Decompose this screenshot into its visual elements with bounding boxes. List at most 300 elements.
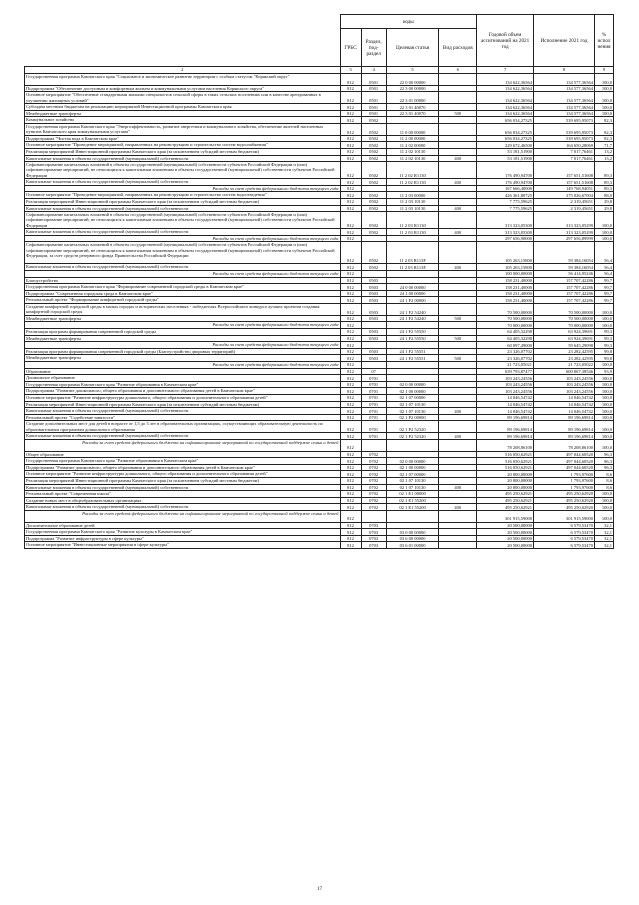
row-name-cell: Межбюджетные трансферты: [25, 315, 341, 322]
row-exp-type-cell: [439, 542, 477, 549]
row-percent-cell: 99,3: [595, 329, 614, 336]
row-annual-cell: 20 800,00000: [477, 484, 534, 491]
row-grbs-cell: 812: [340, 198, 361, 205]
row-target-cell: 24 1 F2 55550: [386, 329, 439, 336]
header-target-col: Целевая статья: [386, 29, 439, 67]
row-exp-type-cell: [439, 381, 477, 388]
table-row: [25, 335, 614, 342]
row-name-cell: Капитальные вложения в объекты государственной (муниципальной) собственности: [25, 484, 341, 491]
row-executed-cell: 134 577,36564: [534, 85, 595, 92]
row-executed-cell: 297 656,89999: [534, 235, 595, 242]
row-annual-cell: 60 097,49000: [477, 342, 534, 349]
row-target-cell: 11 2 03 00000: [386, 192, 439, 199]
row-executed-cell: 6 579,53470: [534, 529, 595, 536]
row-executed-cell: 134 577,36564: [534, 92, 595, 104]
row-executed-cell: 1 793,97600: [534, 471, 595, 478]
row-annual-cell: 134 622,36564: [477, 92, 534, 104]
row-name-cell: Основное мероприятие "Обеспечение стандартными жилыми специалистов сельской сферы в таких сельских поселениях или в качестве арендованных в улучшении жилищных условий": [25, 92, 341, 104]
row-grbs-cell: 812: [340, 135, 361, 142]
row-executed-cell: 497 044,60520: [534, 458, 595, 465]
row-percent-cell: 96,3: [595, 458, 614, 465]
row-grbs-cell: 812: [340, 315, 361, 322]
row-section-cell: [361, 235, 386, 242]
row-target-cell: 02 1 P2 52320: [386, 421, 439, 433]
row-percent-cell: 13,2: [595, 148, 614, 155]
row-annual-cell: 103 243,24556: [477, 375, 534, 382]
row-target-cell: 11 2 02 10130: [386, 155, 439, 162]
row-target-cell: 24 1 00 00000: [386, 290, 439, 297]
row-annual-cell: 23 326,07702: [477, 355, 534, 362]
row-percent-cell: 32,1: [595, 522, 614, 529]
row-name-cell: Расходы за счет средств федерального бюджета текущего года: [25, 185, 341, 192]
column-number: 9: [595, 67, 614, 74]
row-name-cell: Создание комфортной городской среды в малых городах и исторических поселениях - победителях Всероссийского конкурса лучших проектов создания комфортной городской среды: [25, 304, 341, 316]
row-name-cell: Капитальные вложения в объекты государственной (муниципальной) собственности: [25, 433, 341, 440]
row-percent-cell: 32,1: [595, 529, 614, 536]
row-target-cell: 02 0 00 00000: [386, 458, 439, 465]
row-executed-cell: 63 924,39691: [534, 329, 595, 336]
table-row: [25, 148, 614, 155]
row-grbs-cell: 812: [340, 304, 361, 316]
row-target-cell: 02 1 07 00000: [386, 394, 439, 401]
row-section-cell: 0503: [361, 335, 386, 342]
row-name-cell: Расходы за счет средств федерального бюджета текущего года: [25, 322, 341, 329]
row-executed-cell: 6 579,53470: [534, 535, 595, 542]
row-target-cell: 11 2 02 R1130: [386, 162, 439, 179]
row-name-cell: Коммунальное хозяйство: [25, 117, 341, 124]
row-percent-cell: 99,7: [595, 290, 614, 297]
row-grbs-cell: 812: [340, 322, 361, 329]
row-grbs-cell: 812: [340, 362, 361, 369]
row-grbs-cell: 812: [340, 433, 361, 440]
table-row: [25, 179, 614, 186]
row-name-cell: Субсидии местным бюджетам на реализацию мероприятий Инвестиционной программы Камчатского края: [25, 104, 341, 111]
row-exp-type-cell: [439, 439, 477, 451]
table-row: [25, 355, 614, 362]
row-name-cell: Межбюджетные трансферты: [25, 335, 341, 342]
row-name-cell: Региональный проект "Содействие занятости": [25, 414, 341, 421]
table-row: [25, 464, 614, 471]
row-target-cell: 02 1 E1 55200: [386, 504, 439, 511]
row-section-cell: 0701: [361, 433, 386, 440]
row-grbs-cell: 812: [340, 510, 361, 522]
row-target-cell: [386, 117, 439, 124]
row-annual-cell: 134 622,36564: [477, 110, 534, 117]
row-name-cell: Софинансирование капитальных вложений в объекты государственной (муниципальной) собственности субъектов Российской Федерации и (или) софинансирование мероприятий, не относящихся к капитальным вложениям в объекты государственной (муниципальной) собственности субъектов Российской Федерации: [25, 212, 341, 229]
table-row: [25, 535, 614, 542]
row-section-cell: 0503: [361, 329, 386, 336]
row-grbs-cell: 812: [340, 348, 361, 355]
row-name-cell: Капитальные вложения в объекты государственной (муниципальной) собственности: [25, 408, 341, 415]
row-executed-cell: 63 924,39691: [534, 335, 595, 342]
row-exp-type-cell: [439, 92, 477, 104]
row-exp-type-cell: 400: [439, 433, 477, 440]
table-row: [25, 142, 614, 149]
row-exp-type-cell: [439, 304, 477, 316]
row-target-cell: 11 2 03 10130: [386, 205, 439, 212]
row-exp-type-cell: [439, 271, 477, 278]
row-executed-cell: 539 695,95073: [534, 117, 595, 124]
row-percent-cell: 96,3: [595, 451, 614, 458]
row-executed-cell: 1 793,97600: [534, 484, 595, 491]
row-executed-cell: 149 768,94051: [534, 185, 595, 192]
row-exp-type-cell: 500: [439, 110, 477, 117]
row-executed-cell: 2 319,45651: [534, 198, 595, 205]
row-annual-cell: 20 500,00000: [477, 522, 534, 529]
row-target-cell: 11 2 00 00000: [386, 135, 439, 142]
row-annual-cell: 20 500,00000: [477, 542, 534, 549]
row-annual-cell: 229 672,46500: [477, 142, 534, 149]
row-annual-cell: 20 500,00000: [477, 529, 534, 536]
row-percent-cell: 89,3: [595, 162, 614, 179]
table-row: [25, 297, 614, 304]
row-name-cell: Капитальные вложения в объекты государственной (муниципальной) собственности: [25, 155, 341, 162]
row-percent-cell: 89,3: [595, 179, 614, 186]
page-number: 17: [317, 887, 322, 892]
table-row-note: [25, 439, 614, 451]
row-target-cell: 22 3 00 00000: [386, 85, 439, 92]
row-target-cell: 22 3 01 40070: [386, 110, 439, 117]
table-row: [25, 117, 614, 124]
row-exp-type-cell: [439, 74, 477, 86]
table-row: [25, 542, 614, 549]
row-percent-cell: 100,0: [595, 433, 614, 440]
row-name-cell: Расходы за счет средств федерального бюджета на софинансирование мероприятий по государственной поддержке семьи и детей: [25, 510, 341, 522]
row-executed-cell: 134 577,36564: [534, 74, 595, 86]
row-grbs-cell: 812: [340, 162, 361, 179]
row-annual-cell: 23 326,07702: [477, 348, 534, 355]
row-annual-cell: 105 263,15800: [477, 242, 534, 264]
row-exp-type-cell: [439, 142, 477, 149]
row-target-cell: 02 1 07 10130: [386, 477, 439, 484]
row-name-cell: Основное мероприятие "Инвестиционные мероприятия в сфере культуры": [25, 542, 341, 549]
row-exp-type-cell: [439, 284, 477, 291]
row-percent-cell: 32,1: [595, 542, 614, 549]
row-executed-cell: 103 243,24556: [534, 381, 595, 388]
row-target-cell: 24 1 F2 00000: [386, 297, 439, 304]
row-percent-cell: 100,0: [595, 497, 614, 504]
row-name-cell: Расходы за счет средств федерального бюджета текущего года: [25, 271, 341, 278]
row-name-cell: Основное мероприятие "Развитие инфраструктуры дошкольного, общего образования и дополнительного образования детей": [25, 471, 341, 478]
row-annual-cell: 134 622,36564: [477, 74, 534, 86]
row-target-cell: [386, 342, 439, 349]
row-executed-cell: 1 793,97600: [534, 477, 595, 484]
table-row-note: [25, 362, 614, 369]
table-row: [25, 304, 614, 316]
row-percent-cell: 82,3: [595, 123, 614, 135]
table-row: [25, 74, 614, 86]
row-exp-type-cell: 400: [439, 484, 477, 491]
row-grbs-cell: 812: [340, 212, 361, 229]
row-annual-cell: 426 361,80725: [477, 192, 534, 199]
row-executed-cell: 157 707,42286: [534, 290, 595, 297]
row-grbs-cell: 812: [340, 229, 361, 236]
row-annual-cell: 70 500,00000: [477, 315, 534, 322]
row-name-cell: Капитальные вложения в объекты государственной (муниципальной) собственности: [25, 179, 341, 186]
row-executed-cell: 539 695,95073: [534, 135, 595, 142]
row-executed-cell: 70 500,00000: [534, 304, 595, 316]
row-percent-cell: 99,3: [595, 342, 614, 349]
row-exp-type-cell: [439, 529, 477, 536]
row-name-cell: Дошкольное образование: [25, 375, 341, 382]
row-section-cell: 0503: [361, 304, 386, 316]
row-exp-type-cell: [439, 491, 477, 498]
row-annual-cell: 14 046,54742: [477, 394, 534, 401]
column-number: 2: [25, 67, 341, 74]
row-target-cell: 11 2 02 00000: [386, 142, 439, 149]
row-exp-type-cell: [439, 375, 477, 382]
row-exp-type-cell: 500: [439, 355, 477, 362]
row-grbs-cell: 812: [340, 92, 361, 104]
column-number: 3: [340, 67, 361, 74]
row-name-cell: Софинансирование капитальных вложений в объекты государственной (муниципальной) собственности субъектов Российской Федерации и (или) софинансирование мероприятий, не относящихся к капитальным вложениям в объекты государственной (муниципальной) собственности субъектов Российской Федерации: [25, 162, 341, 179]
row-grbs-cell: 812: [340, 284, 361, 291]
row-grbs-cell: 812: [340, 491, 361, 498]
row-grbs-cell: 812: [340, 85, 361, 92]
row-grbs-cell: 812: [340, 504, 361, 511]
row-section-cell: 0503: [361, 290, 386, 297]
row-exp-type-cell: [439, 117, 477, 124]
row-executed-cell: 89 196,69814: [534, 433, 595, 440]
row-percent-cell: 13,2: [595, 155, 614, 162]
row-section-cell: 0503: [361, 277, 386, 284]
row-executed-cell: 7 017,76461: [534, 148, 595, 155]
row-target-cell: 22 0 00 00000: [386, 74, 439, 86]
row-executed-cell: 164 650,28069: [534, 142, 595, 149]
row-exp-type-cell: [439, 471, 477, 478]
row-annual-cell: 103 243,24556: [477, 381, 534, 388]
row-target-cell: 02 1 07 10130: [386, 408, 439, 415]
row-executed-cell: 157 651,51608: [534, 162, 595, 179]
row-percent-cell: 99,7: [595, 297, 614, 304]
row-exp-type-cell: 400: [439, 504, 477, 511]
row-percent-cell: 99,8: [595, 355, 614, 362]
row-percent-cell: 100,0: [595, 388, 614, 395]
row-section-cell: [361, 439, 386, 451]
column-number: 5: [386, 67, 439, 74]
row-executed-cell: 103 243,24556: [534, 388, 595, 395]
row-name-cell: Основное мероприятие "Развитие инфраструктуры дошкольного, общего образования и дополнительного образования детей": [25, 394, 341, 401]
row-percent-cell: 100,0: [595, 110, 614, 117]
row-executed-cell: 2 319,45651: [534, 205, 595, 212]
row-executed-cell: 56 414,95246: [534, 271, 595, 278]
row-exp-type-cell: 400: [439, 229, 477, 236]
row-exp-type-cell: 500: [439, 315, 477, 322]
row-target-cell: 24 0 00 00000: [386, 284, 439, 291]
table-header: [24, 14, 614, 74]
table-row: [25, 477, 614, 484]
table-row: [25, 368, 614, 375]
table-row: [25, 192, 614, 199]
row-executed-cell: 70 500,00000: [534, 315, 595, 322]
row-grbs-cell: 812: [340, 297, 361, 304]
row-annual-cell: 495 250,62921: [477, 491, 534, 498]
row-percent-cell: 100,0: [595, 92, 614, 104]
row-annual-cell: 21 723,05021: [477, 362, 534, 369]
table-row: [25, 388, 614, 395]
row-name-cell: Расходы за счет средств федерального бюджета текущего года: [25, 235, 341, 242]
row-exp-type-cell: [439, 212, 477, 229]
row-name-cell: Реализация мероприятий Инвестиционной программы Камчатского края (за исключением субсидий местным бюджетам): [25, 148, 341, 155]
row-exp-type-cell: [439, 348, 477, 355]
row-section-cell: 0502: [361, 155, 386, 162]
table-row-note: [25, 342, 614, 349]
row-section-cell: 0702: [361, 484, 386, 491]
row-exp-type-cell: [439, 394, 477, 401]
table-row: [25, 348, 614, 355]
row-exp-type-cell: [439, 388, 477, 395]
row-name-cell: Государственная программа Камчатского края "Формирование современной городской среды в Камчатском крае": [25, 284, 341, 291]
row-annual-cell: 639 793,87477: [477, 368, 534, 375]
row-executed-cell: 14 046,54742: [534, 394, 595, 401]
row-percent-cell: 100,0: [595, 414, 614, 421]
row-executed-cell: 157 707,42286: [534, 297, 595, 304]
row-grbs-cell: 812: [340, 522, 361, 529]
row-name-cell: Подпрограмма "Развитие инфраструктуры в сфере культуры": [25, 535, 341, 542]
row-section-cell: 0702: [361, 491, 386, 498]
row-executed-cell: 134 577,36564: [534, 104, 595, 111]
header-codes-group: коды: [340, 15, 477, 29]
table-row-note: [25, 185, 614, 192]
table-row: [25, 104, 614, 111]
row-percent-cell: 29,8: [595, 205, 614, 212]
row-section-cell: 0502: [361, 135, 386, 142]
row-executed-cell: 14 046,54742: [534, 408, 595, 415]
row-annual-cell: 158 231,40000: [477, 297, 534, 304]
table-row: [25, 92, 614, 104]
row-section-cell: 0503: [361, 315, 386, 322]
row-section-cell: 0502: [361, 198, 386, 205]
row-executed-cell: 495 250,62920: [534, 491, 595, 498]
row-section-cell: 0503: [361, 348, 386, 355]
row-section-cell: 0702: [361, 504, 386, 511]
row-grbs-cell: 812: [340, 155, 361, 162]
row-annual-cell: 14 046,54742: [477, 408, 534, 415]
row-annual-cell: 656 034,27325: [477, 117, 534, 124]
row-percent-cell: 82,3: [595, 135, 614, 142]
row-percent-cell: 29,8: [595, 198, 614, 205]
row-percent-cell: 56,4: [595, 271, 614, 278]
row-target-cell: [386, 322, 439, 329]
row-name-cell: Основное мероприятие "Проведение мероприятий, направленных на реконструкцию и строительство систем водоотведения": [25, 192, 341, 199]
row-section-cell: 0702: [361, 471, 386, 478]
table-row: [25, 471, 614, 478]
row-grbs-cell: 812: [340, 277, 361, 284]
row-grbs-cell: 812: [340, 110, 361, 117]
row-section-cell: 0701: [361, 375, 386, 382]
row-percent-cell: 100,0: [595, 315, 614, 322]
row-grbs-cell: 812: [340, 477, 361, 484]
row-target-cell: [386, 375, 439, 382]
row-exp-type-cell: [439, 297, 477, 304]
row-target-cell: [386, 451, 439, 458]
row-name-cell: Капитальные вложения в объекты государственной (муниципальной) собственности: [25, 264, 341, 271]
row-target-cell: [386, 522, 439, 529]
row-executed-cell: 600 867,38546: [534, 368, 595, 375]
row-target-cell: 11 2 03 R113F: [386, 242, 439, 264]
row-name-cell: Подпрограмма "Чистая вода в Камчатском крае": [25, 135, 341, 142]
row-percent-cell: 100,0: [595, 401, 614, 408]
table-row: [25, 504, 614, 511]
row-section-cell: 0501: [361, 74, 386, 86]
row-target-cell: 02 0 00 00000: [386, 381, 439, 388]
row-name-cell: Софинансирование капитальных вложений в объекты государственной (муниципальной) собственности субъектов Российской Федерации и (или) софинансирование мероприятий, не относящихся к капитальным вложениям в объекты государственной (муниципальной) собственности субъектов Российской Федерации, за счет средств резервного фонда Правительства Российской Федерации: [25, 242, 341, 264]
row-name-cell: Региональный проект "Современная школа": [25, 491, 341, 498]
row-exp-type-cell: 400: [439, 179, 477, 186]
row-annual-cell: 158 231,40000: [477, 277, 534, 284]
column-number: 4: [361, 67, 386, 74]
row-section-cell: [361, 362, 386, 369]
row-section-cell: 0701: [361, 381, 386, 388]
row-grbs-cell: 812: [340, 74, 361, 86]
row-annual-cell: 103 243,24556: [477, 388, 534, 395]
row-exp-type-cell: [439, 368, 477, 375]
row-section-cell: 0502: [361, 162, 386, 179]
row-executed-cell: 157 707,42286: [534, 284, 595, 291]
row-percent-cell: 100,0: [595, 381, 614, 388]
row-target-cell: [386, 277, 439, 284]
row-executed-cell: 59 384,16054: [534, 264, 595, 271]
row-section-cell: [361, 510, 386, 522]
row-section-cell: 0502: [361, 229, 386, 236]
row-target-cell: 11 2 02 R1130: [386, 179, 439, 186]
table-row: [25, 315, 614, 322]
row-name-cell: Подпрограмма "Развитие дошкольного, общего образования и дополнительного образования детей в Камчатском крае": [25, 388, 341, 395]
row-section-cell: [361, 342, 386, 349]
header-exp-type-col: Вид расходов: [439, 29, 477, 67]
row-name-cell: Основное мероприятие "Проведение мероприятий, направленных на реконструкцию и строительство систем водоснабжения": [25, 142, 341, 149]
row-exp-type-cell: [439, 535, 477, 542]
row-section-cell: 0502: [361, 192, 386, 199]
row-exp-type-cell: [439, 290, 477, 297]
row-percent-cell: 100,0: [595, 104, 614, 111]
row-executed-cell: 14 046,54742: [534, 401, 595, 408]
row-grbs-cell: 812: [340, 439, 361, 451]
row-grbs-cell: 812: [340, 271, 361, 278]
row-executed-cell: 89 196,69814: [534, 414, 595, 421]
row-grbs-cell: 812: [340, 375, 361, 382]
table-body: [25, 74, 614, 549]
row-grbs-cell: 812: [340, 355, 361, 362]
row-grbs-cell: 812: [340, 342, 361, 349]
row-percent-cell: 100,0: [595, 304, 614, 316]
row-annual-cell: 134 622,36564: [477, 85, 534, 92]
table-row: [25, 394, 614, 401]
row-target-cell: 02 1 07 10130: [386, 484, 439, 491]
row-annual-cell: 495 250,62921: [477, 497, 534, 504]
row-percent-cell: 100,0: [595, 322, 614, 329]
table-row-note: [25, 322, 614, 329]
row-annual-cell: 100 000,00000: [477, 271, 534, 278]
header-section-col: Раздел, под- раздел: [361, 29, 386, 67]
row-percent-cell: 100,0: [595, 421, 614, 433]
row-grbs-cell: 812: [340, 408, 361, 415]
row-executed-cell: 6 579,53470: [534, 522, 595, 529]
row-exp-type-cell: [439, 135, 477, 142]
row-percent-cell: 100,0: [595, 394, 614, 401]
row-exp-type-cell: [439, 497, 477, 504]
row-name-cell: Реализация мероприятий Инвестиционной программы Камчатского края (за исключением субсидий местным бюджетам): [25, 477, 341, 484]
row-annual-cell: 313 323,05300: [477, 229, 534, 236]
row-section-cell: 0502: [361, 179, 386, 186]
row-name-cell: Подпрограмма "Обеспечение доступным и комфортным жильем и коммунальными услугами населения Корякского округа": [25, 85, 341, 92]
row-section-cell: 0702: [361, 497, 386, 504]
header-grbs-col: ГРБС: [340, 29, 361, 67]
row-target-cell: 02 1 P2 00000: [386, 414, 439, 421]
row-grbs-cell: 812: [340, 458, 361, 465]
table-row: [25, 155, 614, 162]
row-grbs-cell: 812: [340, 104, 361, 111]
